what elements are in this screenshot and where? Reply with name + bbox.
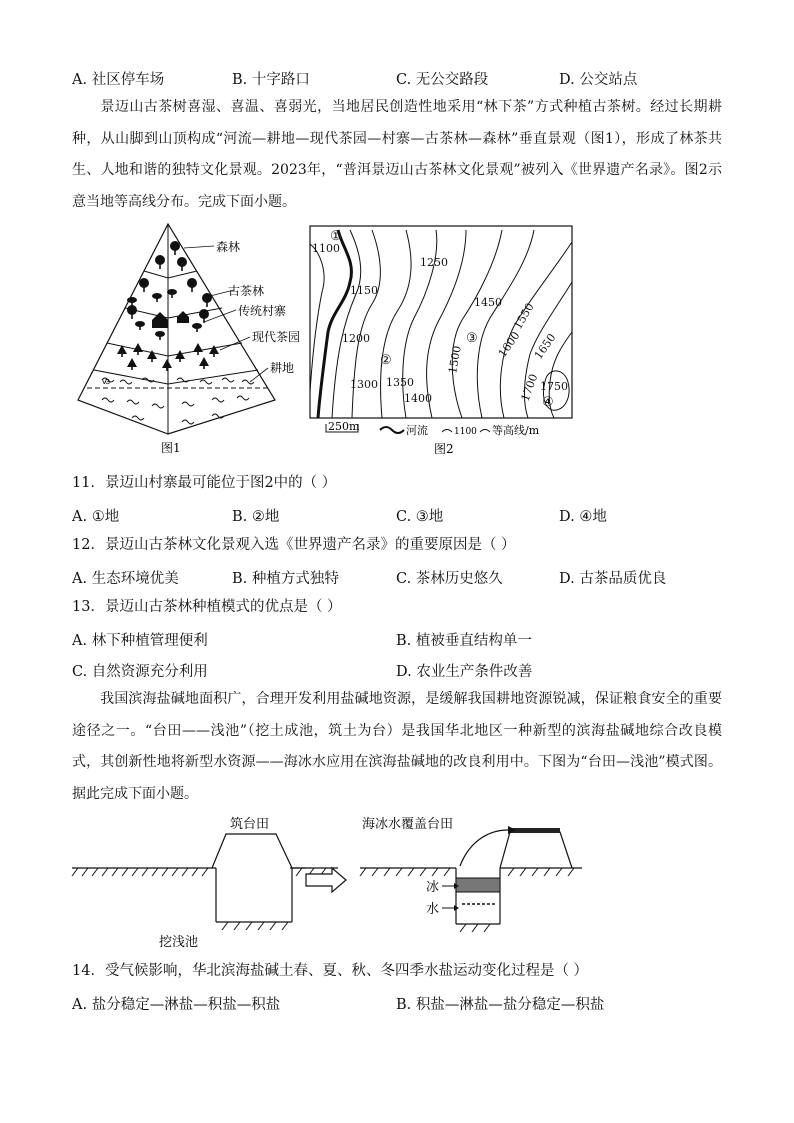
contour-1650: 1650 [531,331,559,362]
scale-bar: 250m [328,420,360,433]
q12-stem: 12．景迈山古茶林文化景观入选《世界遗产名录》的重要原因是（ ） [72,537,516,553]
q14-option-a: A. 盐分稳定—淋盐—积盐—积盐 [72,997,281,1013]
passage-tea-forest-text: 景迈山古茶树喜湿、喜温、喜弱光，当地居民创造性地采用“林下茶”方式种植古茶树。经过长期耕种，从山脚到山顶构成“河流—耕地—现代茶园—村寨—古茶林—森林”垂直景观（图1），形成了林茶共生、人地和谐的独特文化景观。2023年，“普洱景迈山古茶林文化景观”被列入《世界遗产名录》。图2示意当地等高线分布。完成下面小题。 [72,99,722,210]
fig3-label-build: 筑台田 [230,817,270,832]
q10-option-c: C. 无公交路段 [396,72,489,88]
q10-option-d: D. 公交站点 [559,72,638,88]
fig1-label-modern-tea: 现代茶园 [252,330,301,344]
contour-1150: 1150 [350,284,378,297]
contour-1100: 1100 [312,242,340,255]
legend-contour: 等高线/m [492,424,540,437]
fig2-caption: 图2 [434,442,454,456]
fig1-label-farmland: 耕地 [270,361,295,375]
fig1-caption: 图1 [161,441,181,455]
passage-saline-land-text: 我国滨海盐碱地面积广，合理开发利用盐碱地资源，是缓解我国耕地资源锐减，保证粮食安全的重要途径之一。“台田——浅池”（挖土成池，筑土为台）是我国华北地区一种新型的滨海盐碱地综合改良模式，其创新性地将新型水资源——海冰水应用在滨海盐碱地的改良利用中。下图为“台田—浅池”模式图。据此完成下面小题。 [72,691,722,802]
q14-option-b: B. 积盐—淋盐—盐分稳定—积盐 [396,997,605,1013]
q11-option-d: D. ④地 [559,509,607,525]
legend-river: 河流 [406,424,428,437]
figure-3-platform-pond [70,812,590,952]
fig3-label-cover: 海冰水覆盖台田 [362,817,454,832]
passage-saline-land [72,684,722,810]
fig1-label-ancient-tea: 古茶林 [228,284,265,298]
figure-2-contour-map [306,222,578,458]
contour-1250: 1250 [420,256,448,269]
contour-1400: 1400 [404,392,432,405]
fig3-label-ice: 冰 [426,880,440,895]
contour-1750: 1750 [540,380,568,393]
q11-option-a: A. ①地 [72,509,120,525]
point-2: ② [380,353,392,368]
contour-1200: 1200 [342,332,370,345]
fig3-label-dig: 挖浅池 [159,935,199,950]
contour-1600: 1600 [495,329,523,360]
q13-option-b: B. 植被垂直结构单一 [396,633,532,649]
q13-option-c: C. 自然资源充分利用 [72,664,208,680]
contour-1350: 1350 [386,376,414,389]
contour-1550: 1550 [511,300,537,332]
q13-stem: 13．景迈山古茶林种植模式的优点是（ ） [72,599,342,615]
legend-contour-value: 1100 [454,427,477,437]
q11-stem: 11．景迈山村寨最可能位于图2中的（ ） [72,475,337,491]
fig1-label-village: 传统村寨 [238,304,287,318]
q10-option-b: B. 十字路口 [232,72,310,88]
svg-text:ꟃ: ꟃ [102,377,111,387]
q12-option-d: D. 古茶品质优良 [559,571,667,587]
fig1-label-forest: 森林 [216,240,241,254]
q14-stem: 14．受气候影响，华北滨海盐碱土春、夏、秋、冬四季水盐运动变化过程是（ ） [72,963,589,979]
q11-option-c: C. ③地 [396,509,444,525]
q10-option-a: A. 社区停车场 [72,72,165,88]
point-1: ① [330,229,342,244]
q12-option-b: B. 种植方式独特 [232,571,339,587]
q11-option-b: B. ②地 [232,509,280,525]
q13-option-a: A. 林下种植管理便利 [72,633,208,649]
contour-1700: 1700 [518,372,541,404]
contour-1300: 1300 [350,378,378,391]
point-3: ③ [466,331,478,346]
fig3-label-water: 水 [426,902,440,917]
figure-1-pyramid [72,222,302,458]
q12-option-c: C. 茶林历史悠久 [396,571,503,587]
passage-tea-forest [72,92,722,218]
q13-option-d: D. 农业生产条件改善 [396,664,533,680]
q12-option-a: A. 生态环境优美 [72,571,179,587]
point-4: ④ [542,395,554,410]
contour-1500: 1500 [446,344,464,375]
contour-1450: 1450 [474,296,502,309]
